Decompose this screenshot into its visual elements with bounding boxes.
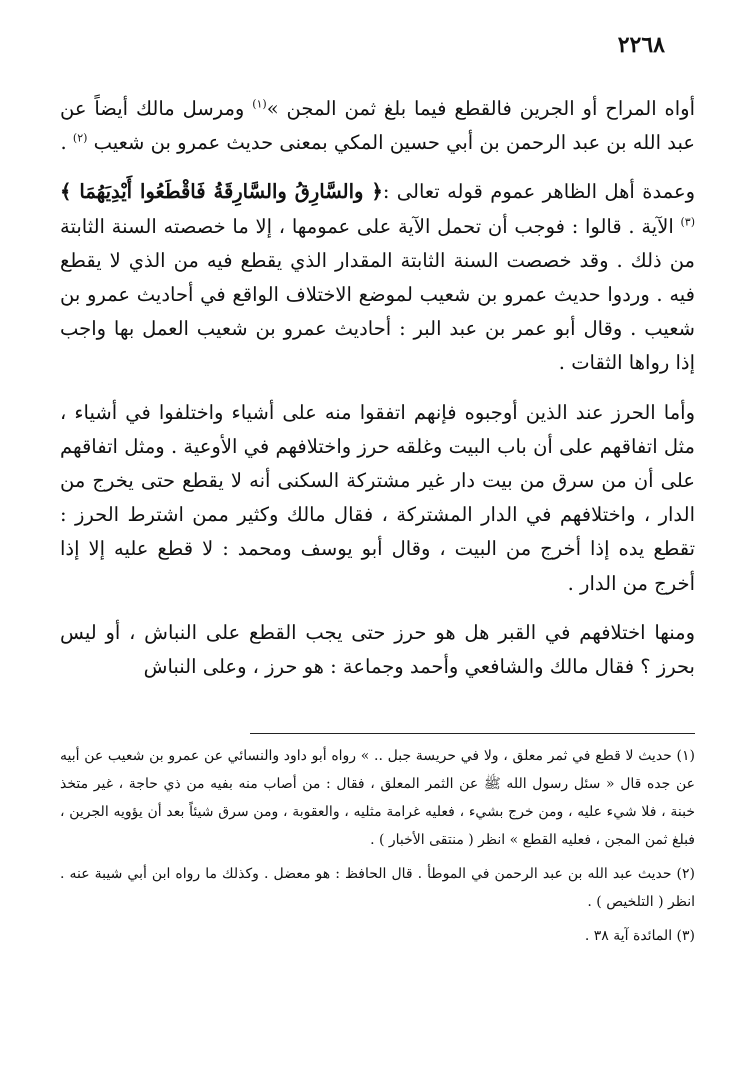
footnote-1: (١) حديث لا قطع في ثمر معلق ، ولا في حريسة جبل .. » رواه أبو داود والنسائي عن عمرو بن شعيب عن أبيه عن جده قال « سئل رسول الله ﷺ عن الثمر المعلق ، فقال : من أصاب منه بفيه من ذي حاجة ، غير متخذ خبنة ، فلا شيء عليه ، ومن خرج بشيء ، فعليه غرامة مثليه ، والعقوبة ، ومن سرق شيئاً بعد أن يؤويه الجرين ، فبلغ ثمن المجن ، فعليه القطع » انظر ( منتقى الأخبار ) . — [60, 748, 695, 848]
footnote-2: (٢) حديث عبد الله بن عبد الرحمن في الموطأ . قال الحافظ : هو معضل . وكذلك ما رواه ابن أبي شيبة عنه . انظر ( التلخيص ) . — [60, 866, 695, 910]
page-number: ٢٢٦٨ — [617, 32, 665, 58]
paragraph-3: وأما الحرز عند الذين أوجبوه فإنهم اتفقوا منه على أشياء واختلفوا في أشياء ، مثل اتفاقهم على أن باب البيت وغلقه حرز واختلافهم في الأوعية . ومثل اتفاقهم على أن من سرق من بيت دار غير مشتركة السكنى أنه لا يقطع حتى يخرج من الدار ، واختلافهم في الدار المشتركة ، فقال مالك وكثير ممن اشترط الحرز : تقطع يده إذا أخرج من البيت ، وقال أبو يوسف ومحمد : لا قطع عليه إلا إذا أخرج من الدار . — [60, 400, 695, 595]
footnotes — [60, 742, 695, 956]
paragraph-1-text-a: أواه المراح أو الجرين فالقطع فيما بلغ ثمن المجن » — [266, 97, 695, 120]
paragraph-1 — [60, 92, 695, 160]
footnote-ref-2: (٢) — [72, 131, 88, 145]
paragraph-2-text-b: الآية . قالوا : فوجب أن تحمل الآية على عمومها ، إلا ما خصصته السنة الثابتة من ذلك . وقد خصصت السنة الثابتة المقدار الذي يقطع فيه من الذي لا يقطع فيه . وردوا حديث عمرو بن شعيب لموضع الاختلاف الواقع في أحاديث عمرو بن شعيب . وقال أبو عمر بن عبد البر : أحاديث عمرو بن شعيب العمل بها واجب إذا رواها الثقات . — [60, 214, 695, 375]
footnote-3: (٣) المائدة آية ٣٨ . — [584, 928, 695, 944]
paragraph-4: ومنها اختلافهم في القبر هل هو حرز حتى يجب القطع على النباش ، أو ليس بحرز ؟ فقال مالك والشافعي وأحمد وجماعة : هو حرز ، وعلى النباش — [60, 620, 695, 679]
footnote-ref-1: (١) — [252, 97, 267, 111]
footnote-ref-3: (٣) — [680, 215, 695, 229]
quran-verse: ﴿ والسَّارِقُ والسَّارِقَةُ فَاقْطَعُوا أَيْدِيَهُمَا ﴾ — [60, 180, 383, 204]
paragraph-1-text-b: ومرسل مالك أيضاً عن عبد الله بن عبد الرحمن بن أبي حسين المكي بمعنى حديث عمرو بن شعيب — [60, 97, 695, 155]
main-text — [60, 92, 695, 699]
footnote-divider — [250, 733, 695, 734]
paragraph-2 — [60, 175, 695, 380]
paragraph-2-text-a: وعمدة أهل الظاهر عموم قوله تعالى : — [382, 180, 695, 204]
paragraph-1-text-c: . — [60, 131, 73, 155]
